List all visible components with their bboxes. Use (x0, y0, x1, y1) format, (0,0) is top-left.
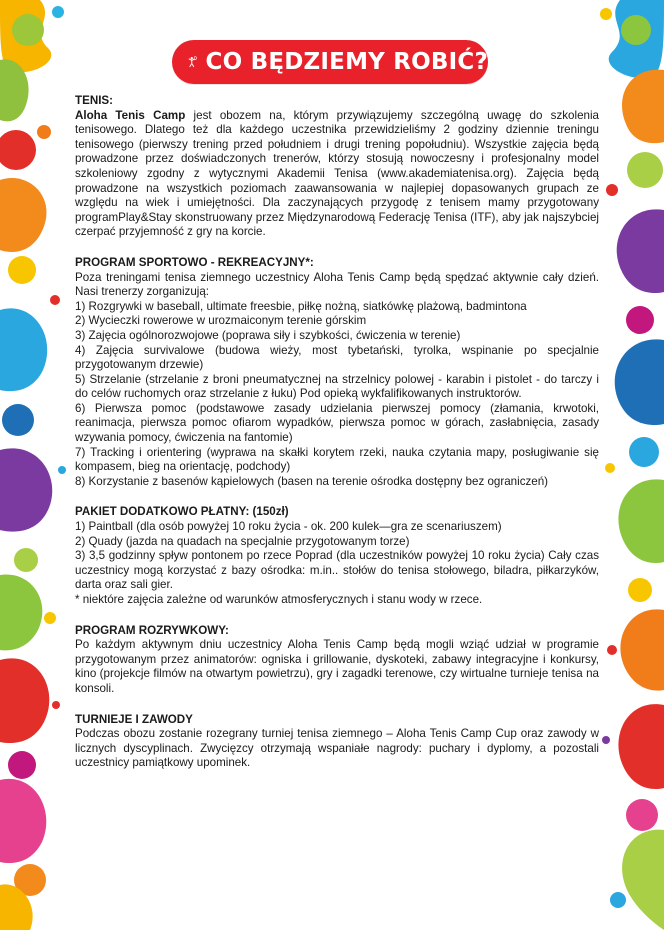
section-heading: PROGRAM SPORTOWO - REKREACYJNY*: (75, 255, 314, 269)
document-body (75, 94, 599, 787)
section-paragraph: Po każdym aktywnym dniu uczestnicy Aloha Tenis Camp będą mogli wziąć udział w programie przygotowanym przez animatorów: ogniska i grillowanie, dyskoteki, zabawy integracyjne i konkursy, kino (projekcje filmów na otwartym powietrzu), gry i zagadki terenowe, czy wirtualne turnieje tenisa na konsoli. (75, 638, 599, 695)
list-item: 7) Tracking i orientering (wyprawa na skałki korytem rzeki, nauka czytania mapy, posługiwanie się kompasem, bieg na orientację, podchody) (75, 445, 599, 474)
list-item: 3) 3,5 godzinny spływ pontonem po rzece Poprad (dla uczestników powyżej 10 roku życia) Cały czas uczestnicy mogą korzystać z bazy ośrodka: m.in.. stołów do tenisa stołowego, biladra, piłkarzyków, darta oraz sali gier. (75, 549, 599, 592)
section-heading: TURNIEJE I ZAWODY (75, 712, 193, 726)
list-item: 5) Strzelanie (strzelanie z broni pneumatycznej na strzelnicy polowej - karabin i pistolet - do tarczy i do celów ruchomych oraz strzelanie z łuku) Pod opieką wykfalifikowanych instruktorów. (75, 372, 599, 401)
list-item: 1) Rozgrywki w baseball, ultimate freesbie, piłkę nożną, siatkówkę plażową, badmintona (75, 299, 527, 313)
paragraph-text: jest obozem na, którym przywiązujemy szczególną uwagę do szkolenia tenisowego. Dlatego też dla każdego uczestnika przewidzieliśmy 2 godziny dziennie treningu tenisowego (pierwszy trening przed południem i drugi trening popołudniu). Wszystkie zajęcia będą prowadzone przez doświadczonych trenerów, którzy stosują nowoczesny i profesjonalny model szkoleniowy zgodny z wytycznymi Akademii Tenisa (www.akademiatenisa.org). Zajęcia będą prowadzone na wszystkich poziomach zaawansowania w najlepiej dopasowanych grupach ze względu na wiek i umiejętności. Dla zaczynających przygodę z tenisem mamy przygotowany programPlay&Stay skonstruowany przez Międzynarodową Federację Tenisa (ITF), aby jak najszybciej czerpać przyjemność z gry na korcie. (75, 108, 599, 239)
section-entertainment (75, 624, 599, 697)
list-item: 4) Zajęcia survivalowe (budowa wieży, most tybetański, tyrolka, wspinanie po specjalnie przygotowanym drzewie) (75, 343, 599, 372)
page-title: CO BĘDZIEMY ROBIĆ? (205, 49, 488, 75)
right-splashes (600, 0, 664, 930)
tennis-player-icon (186, 47, 198, 77)
section-intro: Poza treningami tenisa ziemnego uczestnicy Aloha Tenis Camp będą spędzać aktywnie cały dzień. Nasi trenerzy zorganizują: (75, 270, 599, 299)
list-item: 8) Korzystanie z basenów kąpielowych (basen na terenie ośrodka dostępny bez ograniczeń) (75, 474, 549, 488)
camp-name: Aloha Tenis Camp (75, 108, 186, 122)
section-tournaments (75, 713, 599, 771)
section-paid-package (75, 505, 599, 607)
footnote: * niektóre zajęcia zależne od warunków atmosferycznych i stanu wody w rzece. (75, 593, 483, 606)
list-item: 6) Pierwsza pomoc (podstawowe zasady udzielania pierwszej pomocy (złamania, krwotoki, reanimacja, pierwsza pomoc ofiarom wypadków, pierwsza pomoc w górach, zasłabnięcia, zasady wzywania pomocy, ćwiczenia na fantomie) (75, 401, 599, 445)
section-sport (75, 256, 599, 490)
left-splashes (0, 0, 66, 930)
list-item: 3) Zajęcia ogólnorozwojowe (poprawa siły i szybkości, ćwiczenia w terenie) (75, 328, 461, 342)
section-heading: PAKIET DODATKOWO PŁATNY: (150zł) (75, 505, 289, 519)
section-paragraph (75, 109, 599, 240)
list-item: 1) Paintball (dla osób powyżej 10 roku życia - ok. 200 kulek—gra ze scenariuszem) (75, 520, 502, 534)
list-item: 2) Quady (jazda na quadach na specjalnie przygotowanym torze) (75, 534, 410, 548)
section-heading: TENIS: (75, 94, 114, 107)
page-title-banner (172, 40, 488, 84)
list-item: 2) Wycieczki rowerowe w urozmaiconym terenie górskim (75, 314, 367, 328)
section-paragraph: Podczas obozu zostanie rozegrany turniej tenisa ziemnego – Aloha Tenis Camp Cup oraz zawody w licznych dyscyplinach. Zwycięzcy otrzymają wspaniałe nagrody: puchary i dyplomy, a pozostali uczestnicy pamiątkowy upominek. (75, 727, 599, 770)
section-tenis (75, 94, 599, 240)
section-heading: PROGRAM ROZRYWKOWY: (75, 623, 229, 637)
